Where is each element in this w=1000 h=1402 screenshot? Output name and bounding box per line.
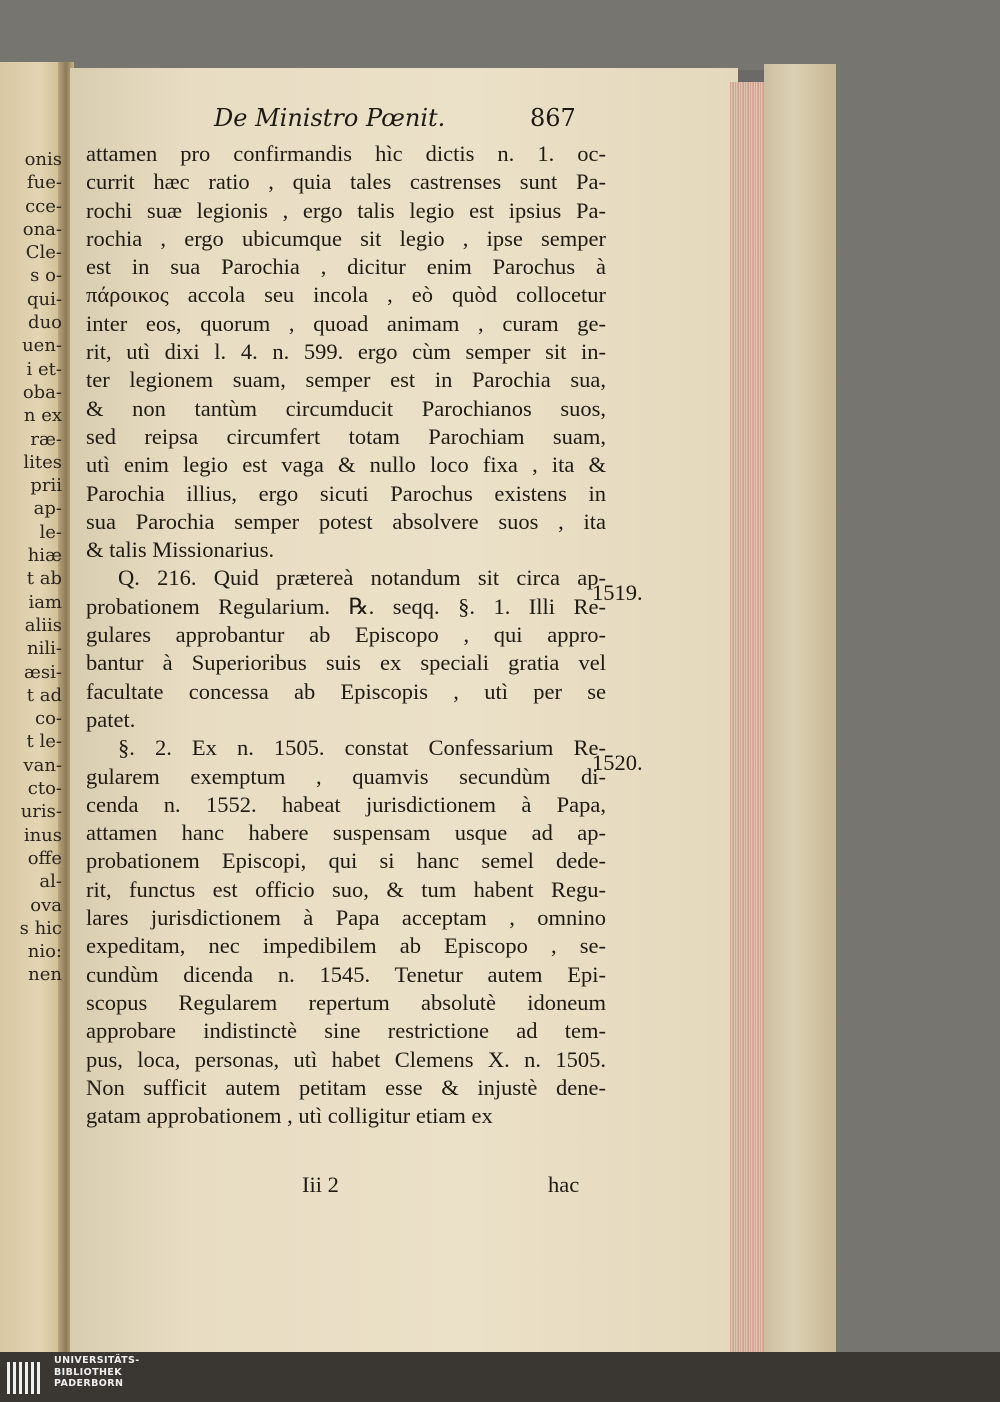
library-name-line: PADERBORN (54, 1378, 124, 1389)
left-page-fragment: cto- (27, 778, 62, 800)
text-line: sed reipsa circumfert totam Parochiam suam, (86, 423, 606, 449)
text-line: πάροικος accola seu incola , eò quòd collocetur (86, 282, 606, 308)
text-line: facultate concessa ab Episcopis , utì per se (86, 678, 606, 704)
text-line: bantur à Superioribus suis ex speciali gratia vel (86, 650, 606, 676)
left-page-fragment: t ab (26, 568, 62, 590)
left-page-fragment: æsi- (24, 661, 62, 683)
text-line: sua Parochia semper potest absolvere suos , ita (86, 508, 606, 534)
left-page-fragment: nio: (27, 941, 62, 963)
text-line: cenda n. 1552. habeat jurisdictionem à Papa, (86, 791, 606, 817)
left-page-fragment: aliis (24, 614, 62, 636)
left-page-fragment: n ex (23, 405, 62, 427)
text-line: rochia , ergo ubicumque sit legio , ipse semper (86, 225, 606, 251)
left-page-fragment: ap- (33, 498, 62, 520)
text-line: gulares approbantur ab Episcopo , qui appro- (86, 622, 606, 648)
text-line: ter legionem suam, semper est in Parochia sua, (86, 367, 606, 393)
text-line: lares jurisdictionem à Papa acceptam , omnino (86, 905, 606, 931)
left-page-fragment: s hic (19, 917, 62, 939)
left-page-fragment: i et- (26, 358, 62, 380)
text-line: est in sua Parochia , dicitur enim Parochus à (86, 254, 606, 280)
text-line: & non tantùm circumducit Parochianos suos, (86, 395, 606, 421)
left-page-fragment: le- (39, 521, 62, 543)
library-name (54, 1355, 140, 1390)
left-page-fragment: ræ- (30, 428, 62, 450)
page-edges (730, 82, 766, 1352)
left-page-fragment: van- (23, 754, 62, 776)
left-page-fragment: offe (27, 847, 62, 869)
left-page-fragment: hiæ (27, 545, 62, 567)
text-line: inter eos, quorum , quoad animam , curam ge- (86, 310, 606, 336)
library-logo-icon (6, 1360, 46, 1396)
library-name-line: UNIVERSITÄTS- (54, 1355, 140, 1366)
left-page-fragment: Cle- (25, 242, 62, 264)
left-page-fragment: al- (39, 871, 62, 893)
body-text (86, 140, 606, 1130)
text-line: probationem Episcopi, qui si hanc semel dede- (86, 848, 606, 874)
text-line: attamen hanc habere suspensam usque ad ap- (86, 820, 606, 846)
text-line: rit, functus est officio suo, & tum habent Regu- (86, 876, 606, 902)
text-line: gatam approbationem , utì colligitur etiam ex (86, 1103, 493, 1129)
catchword: hac (548, 1172, 580, 1197)
text-line: rit, utì dixi l. 4. n. 599. ergo cùm semper sit in- (86, 339, 606, 365)
text-line: rochi suæ legionis , ergo talis legio est ipsius Pa- (86, 197, 606, 223)
text-line: Q. 216. Quid prætereà notandum sit circa ap- (118, 565, 606, 591)
left-page-fragment: duo (28, 312, 62, 334)
left-page-text-fragments (0, 148, 62, 987)
text-line: pus, loca, personas, utì habet Clemens X. n. 1505. (86, 1046, 606, 1072)
left-page-fragment: ova (30, 894, 62, 916)
text-line: Non sufficit autem petitam esse & injustè dene- (86, 1074, 606, 1100)
left-page-fragment: oba- (22, 381, 62, 403)
signature-mark: Iii 2 (302, 1172, 339, 1197)
text-line: probationem Regularium. ℞. seqq. §. 1. Illi Re- (86, 593, 606, 619)
left-page-fragment: ona- (22, 218, 62, 240)
library-name-line: BIBLIOTHEK (54, 1366, 122, 1378)
book-cover-edge (764, 64, 836, 1352)
left-page-fragment: s o- (30, 265, 62, 287)
left-page-fragment: prii (30, 475, 62, 497)
text-line: §. 2. Ex n. 1505. constat Confessarium Re- (118, 735, 606, 761)
text-line: approbare indistinctè sine restrictione ad tem- (86, 1018, 606, 1044)
text-line: attamen pro confirmandis hìc dictis n. 1. oc- (86, 141, 606, 166)
text-line: currit hæc ratio , quia tales castrenses sunt Pa- (86, 169, 606, 195)
left-page-fragment: lites (23, 451, 62, 473)
left-page-fragment: inus (23, 824, 62, 846)
left-page-fragment: onis (24, 149, 62, 170)
left-page-fragment: uris- (20, 801, 62, 823)
left-page-fragment: nili- (27, 638, 62, 660)
left-page-fragment: cce- (25, 195, 62, 217)
text-line: cundùm dicenda n. 1545. Tenetur autem Epi- (86, 961, 606, 987)
text-line: Parochia illius, ergo sicuti Parochus existens in (86, 480, 606, 506)
text-line: patet. (86, 706, 136, 732)
margin-number: 1520. (592, 750, 643, 775)
left-page-fragment: iam (28, 591, 62, 613)
margin-number: 1519. (592, 580, 643, 605)
left-page-fragment: co- (35, 708, 62, 730)
left-page-fragment: uen- (22, 335, 62, 357)
text-line: expeditam, nec impedibilem ab Episcopo , se- (86, 933, 606, 959)
left-page-fragment: qui- (27, 288, 62, 310)
page-number: 867 (530, 104, 576, 132)
left-page-fragment: fue- (27, 172, 62, 194)
text-line: gularem exemptum , quamvis secundùm di- (86, 763, 606, 789)
text-line: & talis Missionarius. (86, 537, 275, 563)
text-line: utì enim legio est vaga & nullo loco fixa , ita & (86, 452, 606, 478)
left-page-fragment: t le- (26, 731, 62, 753)
left-page-fragment: t ad (26, 684, 62, 706)
scan-backdrop-right (836, 62, 1000, 1352)
left-page-fragment: nen (28, 964, 62, 986)
running-head-title: De Ministro Pœnit. (214, 104, 446, 132)
text-line: scopus Regularem repertum absolutè idoneum (86, 989, 606, 1015)
scan-backdrop (0, 0, 1000, 70)
library-footer-bar (0, 1352, 1000, 1402)
